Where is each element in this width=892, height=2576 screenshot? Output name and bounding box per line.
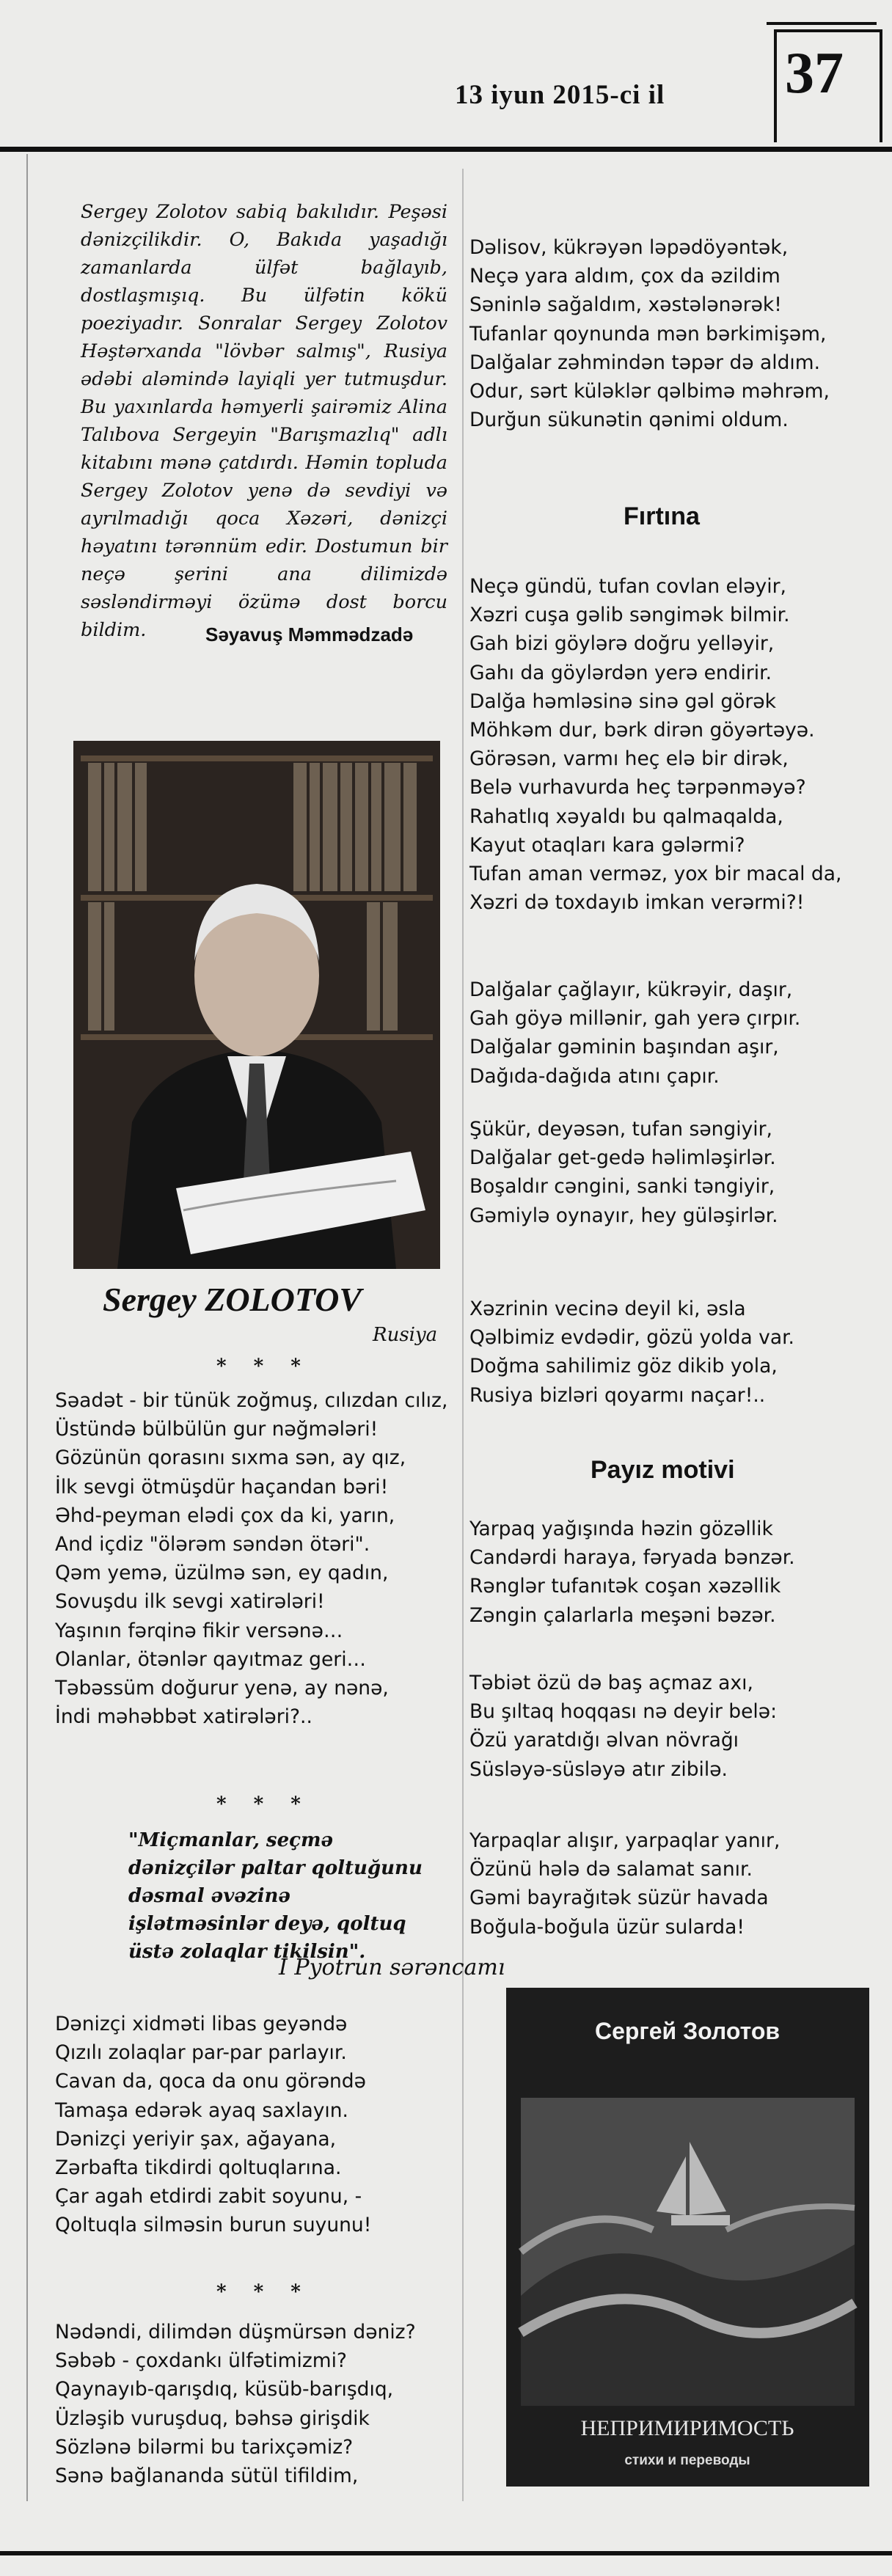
poem-payiz-stanza-1 <box>469 1515 795 1630</box>
poem-firtina-stanza-4 <box>469 1295 794 1410</box>
poem-line: Gözünün qorasını sıxma sən, ay qız, <box>55 1446 406 1470</box>
poem-line: Gəmi bayrağıtək süzür havada <box>469 1887 769 1910</box>
issue-date: 13 iyun 2015-ci il <box>455 80 665 110</box>
poem-line: Tufanlar qoynunda mən bərkimişəm, <box>469 322 827 345</box>
poem-line: Bu şıltaq hoqqası nə deyir belə: <box>469 1700 778 1724</box>
poem-line: Dalğalar get-gedə həlimləşirlər. <box>469 1146 776 1170</box>
poem-line: Belə vurhavurda heç tərpənməyə? <box>469 776 806 799</box>
poem-line: Yarpaq yağışında həzin gözəllik <box>469 1518 773 1540</box>
poem-line: Təbiət özü də baş açmaz axı, <box>469 1672 753 1694</box>
poem-line: Dalğalar gəminin başından aşır, <box>469 1036 779 1059</box>
poem-line: Şükür, deyəsən, tufan səngiyir, <box>469 1118 772 1141</box>
poem-line: Gəmiylə oynayır, hey güləşirlər. <box>469 1204 778 1227</box>
poem-line: Nədəndi, dilimdən düşmürsən dəniz? <box>55 2321 416 2343</box>
poem-firtina-stanza-2 <box>469 976 800 1091</box>
poem-line: Xəzri də toxdayıb imkan verərmi?! <box>469 891 805 915</box>
poem-payiz-stanza-2 <box>469 1669 777 1784</box>
poet-name: Sergey ZOLOTOV <box>103 1281 362 1318</box>
poem-line: Xəzrinin vecinə deyil ki, əsla <box>469 1298 746 1320</box>
poem-line: Möhkəm dur, bərk dirən göyərtəyə. <box>469 719 815 742</box>
section-title-firtina: Fırtına <box>624 502 700 530</box>
poem-line: Süsləyə-süsləyə atır zibilə. <box>469 1757 728 1781</box>
poem-line: Qəm yemə, üzülmə sən, ey qadın, <box>55 1562 389 1585</box>
stars-separator: * * * <box>216 2281 311 2303</box>
epigraph: "Miçmanlar, seçmə dənizçilər paltar qoltuğunu dəsmal əvəzinə işlətməsinlər deyə, qoltuq üstə zolaqlar tikilsin". <box>128 1829 423 1963</box>
poem-line: Yaşının fərqinə fikir versənə… <box>55 1619 343 1642</box>
poem-line: Olanlar, ötənlər qayıtmaz geri… <box>55 1647 367 1671</box>
book-subtitle: стихи и переводы <box>624 2453 750 2468</box>
poem-line: Üzləşib vuruşduq, bəhsə girişdik <box>55 2407 370 2430</box>
poem-line: Dənizçi xidməti libas geyəndə <box>55 2013 348 2035</box>
poem-2 <box>55 2010 371 2240</box>
poem-line: Gah göyə millənir, gah yerə çırpır. <box>469 1007 801 1031</box>
header-rule <box>0 147 892 152</box>
book-cover <box>506 1988 869 2487</box>
poem-line: Dəlisov, kükrəyən ləpədöyəntək, <box>469 236 789 259</box>
poem-line: Tamaşa edərək ayaq saxlayın. <box>55 2099 348 2122</box>
poem-line: Tufan aman verməz, yox bir macal da, <box>469 863 842 886</box>
poem-line: Sözlənə bilərmi bu tarixçəmiz? <box>55 2435 354 2459</box>
poem-firtina-stanza-1 <box>469 572 841 917</box>
poem-line: Qızılı zolaqlar par-par parlayır. <box>55 2041 347 2065</box>
poem-line: Dağıda-dağıda atını çapır. <box>469 1064 720 1088</box>
poem-payiz-stanza-3 <box>469 1826 780 1942</box>
poem-line: İlk sevgi ötmüşdür haçandan bəri! <box>55 1475 389 1499</box>
section-title-payiz: Payız motivi <box>591 1456 735 1484</box>
poem-line: Dalğalar çağlayır, kükrəyir, daşır, <box>469 978 793 1001</box>
poem-line: Əhd-peyman elədi çox da ki, yarın, <box>55 1504 395 1527</box>
epigraph-source: I Pyotrun sərəncamı <box>279 1955 505 1980</box>
poem-line: Rahatlıq xəyaldı bu qalmaqalda, <box>469 805 783 828</box>
poem-line: And içdiz "ölərəm səndən ötəri". <box>55 1533 370 1556</box>
stars-separator: * * * <box>216 1793 311 1815</box>
poem-line: Özünü hələ də salamat sanır. <box>469 1858 753 1881</box>
poem-line: Sənə bağlananda sütül tifildim, <box>55 2465 359 2488</box>
poem-line: Dənizçi yeriyir şax, ağayana, <box>55 2127 336 2151</box>
book-title: НЕПРИМИРИМОСТЬ <box>580 2416 794 2440</box>
poem-firtina-stanza-3 <box>469 1115 778 1230</box>
poem-line: Dalğa həmləsinə sinə gəl görək <box>469 689 776 713</box>
poem-line: Rusiya bizləri qoyarmı naçar!.. <box>469 1383 766 1407</box>
poet-photo <box>73 741 440 1269</box>
column-divider <box>462 169 464 2501</box>
poem-line: Doğma sahilimiz göz dikib yola, <box>469 1355 778 1378</box>
previous-page-edge <box>0 154 28 2501</box>
poem-line: Candərdi haraya, fəryada bənzər. <box>469 1546 795 1570</box>
footer-rule <box>0 2551 892 2555</box>
poem-line: Görəsən, varmı heç elə bir dirək, <box>469 747 789 771</box>
poem-line: Rənglər tufanıtək coşan xəzəllik <box>469 1575 781 1598</box>
poem-line: Sovuşdu ilk sevgi xatirələri! <box>55 1590 325 1614</box>
poem-line: Gah bizi göylərə doğru yelləyir, <box>469 632 775 656</box>
poem-line: Qaynayıb-qarışdıq, küsüb-barışdıq, <box>55 2378 394 2401</box>
poem-line: Neçə gündü, tufan covlan eləyir, <box>469 575 786 598</box>
poem-line: Dalğalar zəhmindən təpər də aldım. <box>469 351 821 374</box>
poem-line: Cavan da, qoca da onu görəndə <box>55 2070 366 2093</box>
poem-line: Zəngin çalarlarla meşəni bəzər. <box>469 1603 776 1627</box>
poem-line: Səninlə sağaldım, xəstələnərək! <box>469 293 782 317</box>
poem-1 <box>55 1386 447 1731</box>
poet-country: Rusiya <box>373 1324 438 1346</box>
poem-line: Neçə yara aldım, çox da əzildim <box>469 265 780 288</box>
poem-line: Qoltuqla silməsin burun suyunu! <box>55 2214 372 2237</box>
poem-line: Odur, sərt küləklər qəlbimə məhrəm, <box>469 380 830 403</box>
poem-line: Qəlbimiz evdədir, gözü yolda var. <box>469 1326 794 1350</box>
book-author: Сергей Золотов <box>594 2018 780 2044</box>
poem-line: Boşaldır cəngini, sanki təngiyir, <box>469 1175 775 1199</box>
poem-line: Xəzri cuşa gəlib səngimək bilmir. <box>469 604 790 627</box>
poem-3-continued <box>469 233 830 434</box>
intro-author: Səyavuş Məmmədzadə <box>205 623 414 645</box>
poem-line: Özü yaratdığı əlvan növrağı <box>469 1729 739 1752</box>
poem-line: Çar agah etdirdi zabit soyunu, - <box>55 2185 362 2209</box>
poem-line: Boğula-boğula üzür sularda! <box>469 1915 745 1939</box>
poem-line: Üstündə bülbülün gur nəğmələri! <box>55 1418 379 1441</box>
intro-paragraph: Sergey Zolotov sabiq bakılıdır. Peşəsi dənizçilikdir. O, Bakıda yaşadığı zamanlarda ülfət bağlayıb, dostlaşmışıq. Bu ülfətin kökü poeziyadır. Sonralar Sergey Zolotov Həştərxanda "lövbər salmış", Rusiya ədəbi aləmində layiqli yer tutmuşdur. Bu yaxınlarda həmyerli şairəmiz Alina Talıbova Sergeyin "Barışmazlıq" adlı kitabını mənə çatdırdı. Həmin topluda Sergey Zolotov yenə də sevdiyi və ayrılmadığı qoca Xəzəri, dənizçi həyatını tərənnüm edir. Dostumun bir neçə şerini ana dilimizdə səsləndirməyi özümə dost borcu bildim. <box>81 201 447 641</box>
poem-line: Durğun sükunətin qənimi oldum. <box>469 409 789 432</box>
poem-line: Yarpaqlar alışır, yarpaqlar yanır, <box>469 1829 780 1852</box>
poem-3 <box>55 2318 416 2490</box>
poem-line: Kayut otaqları kara gələrmi? <box>469 833 745 857</box>
page-number: 37 <box>785 41 844 106</box>
poem-line: İndi məhəbbət xatirələri?.. <box>55 1705 312 1729</box>
poem-line: Gahı da göylərdən yerə endirir. <box>469 661 772 684</box>
poem-line: Zərbafta tikdirdi qoltuqlarına. <box>55 2156 342 2180</box>
stars-separator: * * * <box>216 1355 311 1377</box>
poem-line: Səadət - bir tünük zoğmuş, cılızdan cılız, <box>55 1389 448 1412</box>
poem-line: Səbəb - çoxdankı ülfətimizmi? <box>55 2349 347 2373</box>
poem-line: Təbəssüm doğurur yenə, ay nənə, <box>55 1677 389 1700</box>
